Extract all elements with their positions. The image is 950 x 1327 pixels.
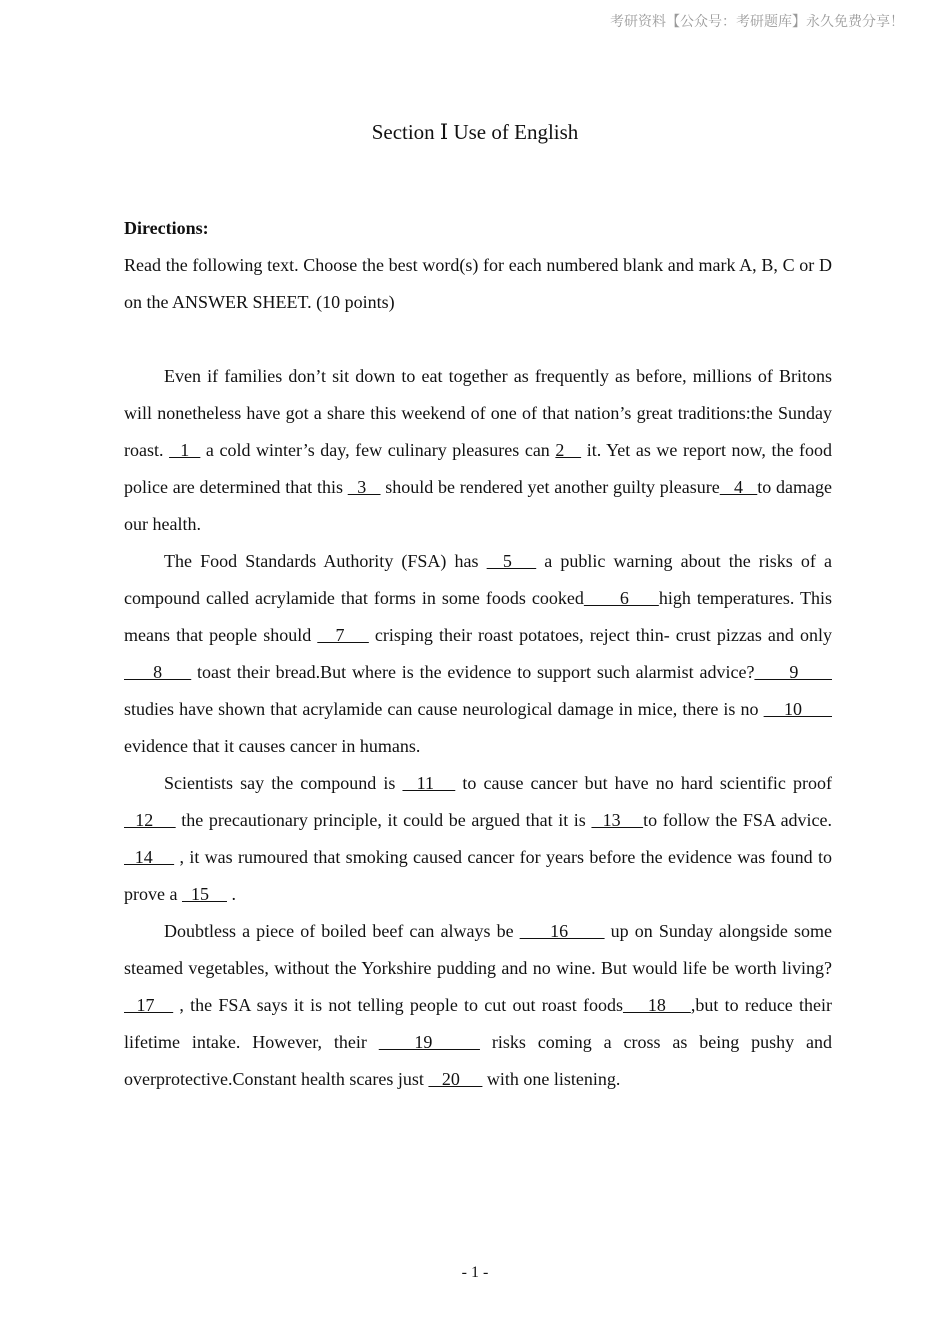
- blank-18: 18: [622, 995, 691, 1015]
- blank-14: 14: [124, 847, 175, 867]
- text-segment: , the FSA says it is not telling people to cut out roast foods: [173, 995, 623, 1015]
- blank-5: 5: [486, 551, 537, 571]
- text-segment: to damage our health.: [124, 477, 833, 534]
- blank-20: 20: [428, 1069, 483, 1089]
- text-segment: high temperatures. This means that people should: [124, 588, 833, 645]
- page-number: - 1 -: [461, 1264, 489, 1281]
- text-segment: crisping their roast potatoes, reject thin- crust pizzas and only: [368, 625, 832, 645]
- text-segment: to cause cancer but have no hard scientific proof: [455, 773, 832, 793]
- blank-7: 7: [317, 625, 369, 645]
- text-segment: it. Yet as we report now, the food police are determined that this: [124, 440, 833, 497]
- text-segment: a cold winter’s day, few culinary pleasures can: [200, 440, 556, 460]
- document-body: [124, 210, 832, 1098]
- blank-1: 1: [169, 440, 201, 460]
- text-segment: risks coming a cross as being pushy and overprotective.Constant health scares just: [124, 1032, 832, 1089]
- paragraph-2: [124, 543, 832, 765]
- directions-heading: Directions:: [124, 218, 209, 238]
- text-segment: studies have shown that acrylamide can cause neurological damage in mice, there is no: [124, 699, 764, 719]
- text-segment: evidence that it causes cancer in humans.: [124, 736, 421, 756]
- text-segment: The Food Standards Authority (FSA) has: [164, 551, 487, 571]
- paragraph-4: [124, 913, 832, 1098]
- blank-11: 11: [402, 773, 456, 793]
- passage: [124, 358, 832, 1098]
- watermark-text: 考研资料【公众号：考研题库】永久免费分享！: [610, 14, 904, 30]
- text-segment: ,but to reduce their lifetime intake. However, their: [124, 995, 833, 1052]
- text-segment: , it was rumoured that smoking caused cancer for years before the evidence was found to prove a: [124, 847, 832, 904]
- text-segment: Even if families don’t sit down to eat together as frequently as before, millions of Britons will nonetheless have got a share this weekend of one of that nation’s great traditions:the Sunday roast.: [124, 366, 832, 460]
- blank-12: 12: [124, 810, 176, 830]
- paragraph-1: [124, 358, 832, 543]
- blank-15: 15: [181, 884, 227, 904]
- text-segment: .: [226, 884, 236, 904]
- blank-6: 6: [583, 588, 659, 608]
- text-segment: Scientists say the compound is: [164, 773, 403, 793]
- text-segment: to follow the FSA advice.: [643, 810, 833, 830]
- text-segment: should be rendered yet another guilty pleasure: [380, 477, 720, 497]
- blank-3: 3: [347, 477, 381, 497]
- blank-13: 13: [591, 810, 644, 830]
- text-segment: Doubtless a piece of boiled beef can always be: [164, 921, 520, 941]
- directions-text: Read the following text. Choose the best word(s) for each numbered blank and mark A, B, C or D on the ANSWER SHEET. (10 points): [124, 255, 832, 312]
- blank-4: 4: [719, 477, 758, 497]
- text-segment: the precautionary principle, it could be argued that it is: [175, 810, 592, 830]
- text-segment: toast their bread.But where is the evidence to support such alarmist advice?: [191, 662, 755, 682]
- blank-19: 19: [378, 1032, 480, 1052]
- paragraph-3: [124, 765, 832, 913]
- section-title: Section Ⅰ Use of English: [371, 120, 579, 144]
- text-segment: a public warning about the risks of a compound called acrylamide that forms in some foods cooked: [124, 551, 833, 608]
- blank-9: 9: [754, 662, 832, 682]
- text-segment: up on Sunday alongside some steamed vegetables, without the Yorkshire pudding and no wine. But would life be worth living?: [124, 921, 833, 978]
- blank-2: 2: [555, 440, 582, 460]
- blank-8: 8: [124, 662, 192, 682]
- text-segment: with one listening.: [482, 1069, 621, 1089]
- blank-10: 10: [763, 699, 832, 719]
- blank-16: 16: [519, 921, 605, 941]
- blank-17: 17: [124, 995, 174, 1015]
